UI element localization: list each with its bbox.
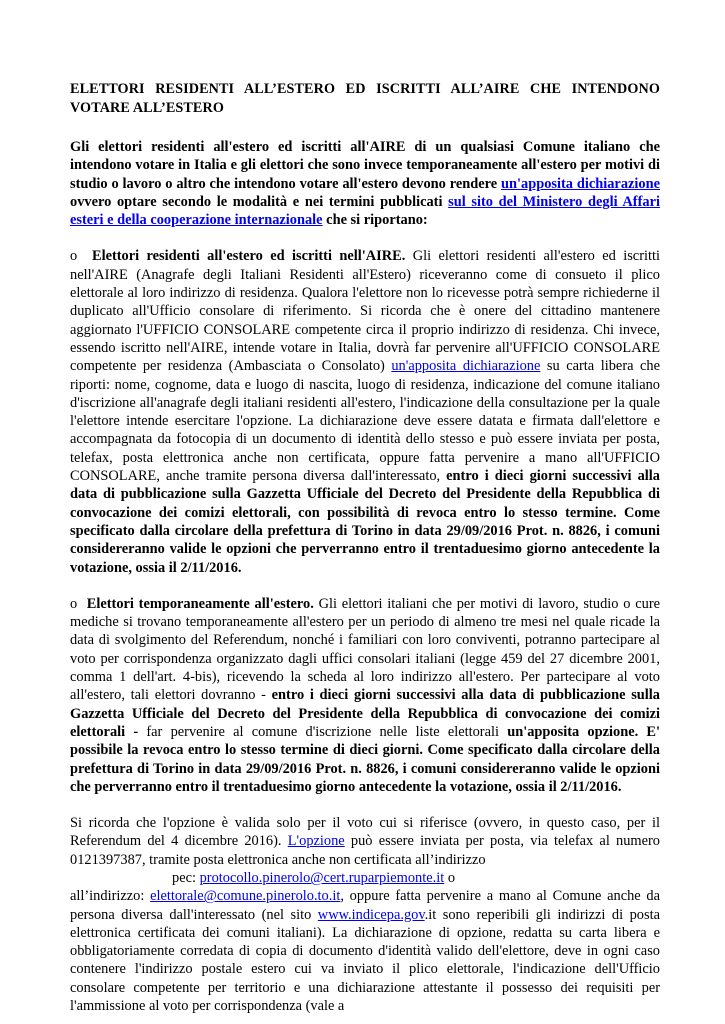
closing-text: o	[444, 869, 456, 886]
page-title: ELETTORI RESIDENTI ALL’ESTERO ED ISCRITTI ALL’AIRE CHE INTENDONO VOTARE ALL’ESTERO	[70, 81, 660, 116]
closing-paragraph-cont	[70, 887, 660, 1015]
link-opzione[interactable]: L'opzione	[287, 833, 345, 850]
indicepa-link[interactable]: www.indicepa.gov	[317, 906, 425, 923]
link-apposita-dichiarazione[interactable]: un'apposita dichiarazione	[501, 175, 660, 192]
closing-text: all’indirizzo:	[70, 888, 151, 905]
pec-line	[70, 869, 660, 887]
closing-paragraph	[70, 814, 660, 869]
document-page	[70, 80, 660, 1015]
section-heading: Elettori residenti all'estero ed iscritti nell'AIRE.	[91, 248, 406, 265]
pec-email-link[interactable]: protocollo.pinerolo@cert.ruparpiemonte.it	[199, 869, 445, 886]
intro-text-middle: ovvero optare secondo le modalità e nei termini pubblicati	[70, 193, 449, 210]
closing-text: Si ricorda che l'opzione è valida solo per il voto cui si riferisce (ovvero, in questo caso, per il Referendum del 4 dicembre 2016).	[70, 815, 660, 850]
closing-text: .it sono reperibili gli indirizzi di posta elettronica certificata dei comuni italiani). La dichiarazione di opzione, redatta su carta libera e obbligatoriamente corredata di copia di documento d'identità valido dell'elettore, deve in ogni caso contenere l'indirizzo postale estero cui va inviato il plico elettorale, l'indicazione dell'Ufficio consolare competente per territorio e una dichiarazione attestante il possesso dei requisiti per l'ammissione al voto per corrispondenza (vale a	[70, 906, 660, 1015]
bullet-icon: o	[70, 248, 78, 265]
section-residenti-aire	[70, 247, 660, 576]
link-sito-ministero[interactable]: sul sito del Ministero degli Affari esteri e della cooperazione internazionale	[70, 193, 660, 229]
section-text: su carta libera che riporti: nome, cognome, data e luogo di nascita, luogo di residenza, indicazione del comune italiano d'iscrizione all'anagrafe degli italiani residenti all'estero, l'indicazione della consultazione per la quale l'elettore intende esercitare l'opzione. La dichiarazione deve essere datata e firmata dall'elettore e accompagnata da fotocopia di un documento di identità dello stesso e può essere inviata per posta, telefax, posta elettronica anche non certificata, oppure fatta pervenire a mano all'UFFICIO CONSOLARE, anche tramite persona diversa dall'interessato,	[70, 358, 661, 485]
section-text: far pervenire al comune d'iscrizione nelle liste elettorali	[138, 723, 508, 740]
intro-paragraph	[70, 138, 660, 229]
email-link[interactable]: elettorale@comune.pinerolo.to.it	[150, 888, 341, 905]
closing-text: , oppure fatta pervenire a mano al Comune anche da persona diversa dall'interessato (nel sito	[70, 888, 660, 923]
bullet-icon: o	[70, 595, 78, 612]
intro-text-after: che si riportano:	[322, 212, 428, 229]
section-bold-text: entro i dieci giorni successivi alla data di pubblicazione sulla Gazzetta Ufficiale del Decreto del Presidente della Repubblica di convocazione dei comizi elettorali -	[70, 687, 660, 740]
intro-text-before: Gli elettori residenti all'estero ed iscritti all'AIRE di un qualsiasi Comune italiano che intendono votare in Italia e gli elettori che sono invece temporaneamente all'estero per motivi di studio o lavoro o altro che intendono votare all'estero devono rendere	[70, 139, 660, 192]
section-text: Gli elettori italiani che per motivi di lavoro, studio o cure mediche si trovano temporaneamente all'estero per un periodo di almeno tre mesi nel quale ricade la data di svolgimento del Referendum, nonché i familiari con loro conviventi, potranno partecipare al voto per corrispondenza organizzato dagli uffici consolari italiani (legge 459 del 27 dicembre 2001, comma 1 dell'art. 4-bis), ricevendo la scheda al loro indirizzo all'estero. Per partecipare al voto all'estero, tali elettori dovranno -	[70, 595, 660, 704]
section-text: Gli elettori residenti all'estero ed iscritti nell'AIRE (Anagrafe degli Italiani Residenti all'Estero) riceveranno come di consueto il plico elettorale al loro indirizzo di residenza. Qualora l'elettore non lo ricevesse potrà sempre richiederne il duplicato all'Ufficio consolare di riferimento. Si ricorda che è onere del cittadino mantenere aggiornato l'UFFICIO CONSOLARE competente circa il proprio indirizzo di residenza. Chi invece, essendo iscritto nell'AIRE, intende votare in Italia, dovrà far pervenire all'UFFICIO CONSOLARE competente per residenza (Ambasciata o Consolato)	[70, 248, 660, 375]
section-bold-text: entro i dieci giorni successivi alla data di pubblicazione sulla Gazzetta Ufficiale del Decreto del Presidente della Repubblica di convocazione dei comizi elettorali, con possibilità di revoca entro lo stesso termine. Come specificato dalla circolare della prefettura di Torino in data 29/09/2016 Prot. n. 8826, i comuni considereranno valide le opzioni che perverranno entro il trentaduesimo giorno antecedente la votazione, ossia il 2/11/2016.	[70, 468, 660, 576]
pec-label: pec:	[172, 869, 200, 886]
section-bold-text: un'apposita opzione. E' possibile la revoca entro lo stesso termine di dieci giorni. Come specificato dalla circolare della prefettura di Torino in data 29/09/2016 Prot. n. 8826, i comuni considereranno valide le opzioni che perverranno entro il trentaduesimo giorno antecedente la votazione, ossia il 2/11/2016.	[70, 723, 660, 795]
section-temporaneamente-estero	[70, 595, 660, 796]
link-apposita-dichiarazione-aire[interactable]: un'apposita dichiarazione	[391, 358, 541, 375]
closing-text: può essere inviata per posta, via telefax al numero 0121397387, tramite posta elettronica anche non certificata all’indirizzo	[70, 833, 660, 868]
section-heading: Elettori temporaneamente all'estero.	[86, 595, 314, 612]
